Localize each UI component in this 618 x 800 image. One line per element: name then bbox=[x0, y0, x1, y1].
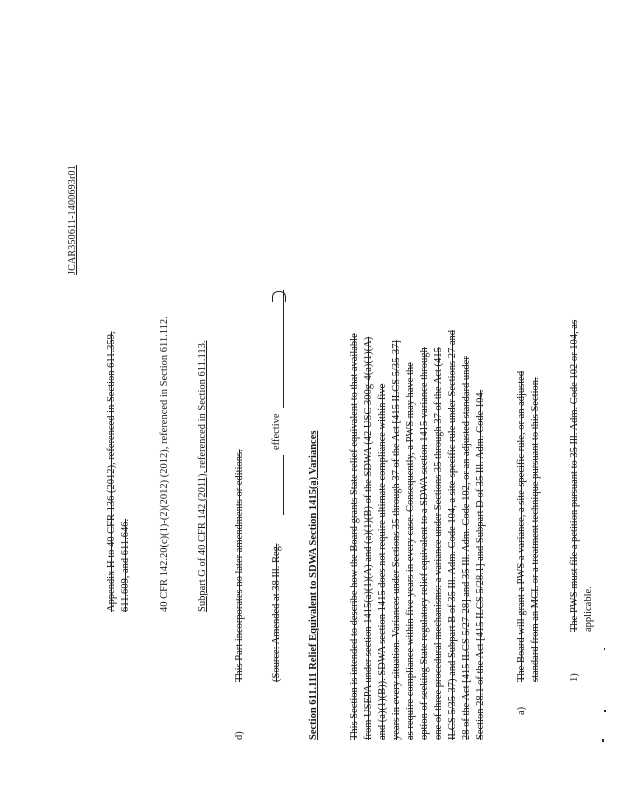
source-effective: effective bbox=[271, 413, 282, 450]
item-d-text: This Part incorporates no later amendments or editions. bbox=[234, 449, 245, 682]
section-title: Section 611.111 Relief Equivalent to SDWA Section 1415(a) Variances bbox=[308, 430, 319, 740]
section-paragraph-line-10: Section 28.1 of the Act [415 ILCS 5/28.1] and Subpart D of 35 Ill. Adm. Code 104. bbox=[475, 389, 486, 740]
subpart-entry: Subpart G of 40 CFR 142 (2011), referenced in Section 611.113. bbox=[197, 340, 208, 612]
item-1-line-1: The PWS must file a petition pursuant to 35 Ill. Adm. Code 102 or 104, as bbox=[569, 319, 580, 632]
section-paragraph-line-4: years in every situation. Variances under Sections 35 through 37 of the Act [415 ILCS 5/35-37] bbox=[391, 340, 402, 740]
cfr-entry: 40 CFR 142.20(c)(1)-(2)(2012) (2012), referenced in Section 611.112. bbox=[159, 316, 170, 612]
section-paragraph-line-2: from USEPA under section 1415(a)(1)(A) and (a)(1)(B) of the SDWA (42 USC 300g-4(a)(1)(A) bbox=[363, 336, 374, 740]
section-paragraph-line-6: option of seeking State regulatory relief equivalent to a SDWA section 1415 variance through bbox=[419, 347, 430, 740]
item-1-line-2: applicable. bbox=[583, 586, 594, 632]
section-paragraph-line-3: and (a)(1)(B)). SDWA section 1415 does not require ultimate compliance within five bbox=[377, 383, 388, 740]
scan-speck bbox=[602, 739, 604, 742]
source-close-bracket bbox=[272, 291, 286, 302]
document-reference: JCAR350611-1400693r01 bbox=[67, 165, 78, 275]
section-paragraph-line-8: ILCS 5/35-37) and Subpart B of 35 Ill. Adm. Code 104, a site-specific rule under Sections 27 and bbox=[447, 329, 458, 740]
item-a-line-2: standard from an MCL or a treatment technique pursuant to this Section. bbox=[530, 377, 541, 682]
appendix-entry-line-2: 611.609, and 611.646. bbox=[120, 518, 131, 612]
scan-speck bbox=[604, 648, 605, 650]
section-paragraph-line-1: This Section is intended to describe how the Board grants State relief equivalent to that available bbox=[349, 333, 360, 740]
item-a-marker: a) bbox=[516, 706, 527, 715]
item-1-marker: 1) bbox=[569, 673, 580, 682]
section-paragraph-line-9: 28 of the Act [415 ILCS 5/27-28] and 35 Ill. Adm. Code 102, or an adjusted standard under bbox=[461, 356, 472, 740]
source-note: (Source: Amended at 38 Ill. Reg. bbox=[271, 543, 282, 682]
scan-speck bbox=[604, 710, 606, 712]
item-d-marker: d) bbox=[234, 731, 245, 740]
source-blank-1 bbox=[283, 455, 284, 515]
section-paragraph-line-5: as require compliance within five years in every case. Consequently, a PWS may have the bbox=[405, 362, 416, 740]
item-a-line-1: The Board will grant a PWS a variance, a site-specific rule, or an adjusted bbox=[516, 370, 527, 682]
source-blank-2 bbox=[283, 290, 284, 408]
appendix-entry-line-1: Appendix H to 40 CFR 136 (2012), referenced in Section 611.359, bbox=[106, 331, 117, 612]
section-paragraph-line-7: one of three procedural mechanisms: a variance under Sections 35 through 37 of the Act (415 bbox=[433, 347, 444, 740]
